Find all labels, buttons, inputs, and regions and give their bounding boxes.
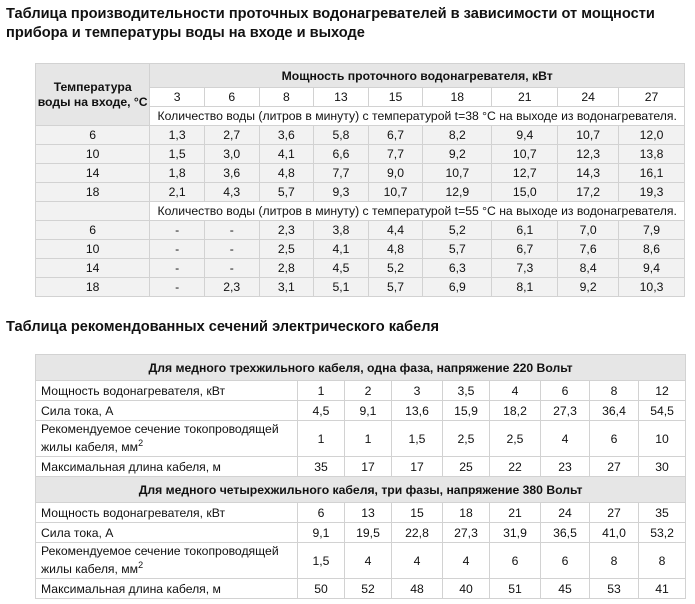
table-row xyxy=(36,259,685,278)
row-label xyxy=(36,457,298,477)
inlet-temperature: 14 xyxy=(36,259,150,278)
cell-value: 30 xyxy=(639,457,686,477)
band-row xyxy=(36,477,686,503)
flow-value: 4,1 xyxy=(314,240,369,259)
temperature-header: Температура воды на входе, °С xyxy=(36,64,150,126)
performance-table-title: Таблица производительности проточных водонагревателей в зависимости от мощности прибора и температуры воды на входе и выходе xyxy=(6,6,655,41)
flow-value: - xyxy=(204,221,259,240)
cell-value: 31,9 xyxy=(490,523,541,543)
flow-value: 5,2 xyxy=(423,221,492,240)
flow-value: 14,3 xyxy=(558,164,619,183)
table-row xyxy=(36,421,686,457)
cell-value: 27 xyxy=(590,457,639,477)
performance-table xyxy=(35,63,685,297)
section-note-row xyxy=(36,202,685,221)
flow-value: 12,7 xyxy=(492,164,558,183)
row-label xyxy=(36,401,298,421)
cell-value: 15,9 xyxy=(443,401,490,421)
flow-value: 9,4 xyxy=(492,126,558,145)
flow-value: 5,2 xyxy=(368,259,423,278)
cell-value: 51 xyxy=(490,579,541,599)
row-label-text: Максимальная длина кабеля, м xyxy=(41,581,221,596)
table-row xyxy=(36,126,685,145)
flow-value: 1,5 xyxy=(150,145,205,164)
power-value: 27 xyxy=(619,88,685,107)
flow-value: 6,9 xyxy=(423,278,492,297)
cell-value: 40 xyxy=(443,579,490,599)
cell-value: 4 xyxy=(392,543,443,579)
flow-value: 2,7 xyxy=(204,126,259,145)
row-label-text: Рекомендуемое сечение токопроводящей жилы кабеля, мм xyxy=(41,544,279,577)
flow-value: 8,4 xyxy=(558,259,619,278)
flow-value: 5,7 xyxy=(368,278,423,297)
flow-value: 16,1 xyxy=(619,164,685,183)
row-label xyxy=(36,543,298,579)
flow-value: - xyxy=(150,240,205,259)
cell-value: 35 xyxy=(639,503,686,523)
flow-value: 2,8 xyxy=(259,259,314,278)
cell-value: 53,2 xyxy=(639,523,686,543)
flow-value: 9,2 xyxy=(423,145,492,164)
cell-value: 9,1 xyxy=(298,523,345,543)
power-value: 21 xyxy=(492,88,558,107)
cell-value: 1 xyxy=(298,381,345,401)
flow-value: 6,1 xyxy=(492,221,558,240)
cell-value: 4 xyxy=(443,543,490,579)
cell-value: 2 xyxy=(345,381,392,401)
cell-value: 52 xyxy=(345,579,392,599)
cell-value: 13,6 xyxy=(392,401,443,421)
cell-value: 27,3 xyxy=(443,523,490,543)
flow-value: 5,7 xyxy=(423,240,492,259)
cell-value: 6 xyxy=(541,381,590,401)
row-label xyxy=(36,381,298,401)
flow-value: 7,7 xyxy=(314,164,369,183)
flow-value: 4,8 xyxy=(368,240,423,259)
flow-value: 19,3 xyxy=(619,183,685,202)
power-value: 15 xyxy=(368,88,423,107)
cell-value: 12 xyxy=(639,381,686,401)
cell-value: 6 xyxy=(490,543,541,579)
inlet-temperature: 14 xyxy=(36,164,150,183)
flow-value: 2,1 xyxy=(150,183,205,202)
cell-value: 53 xyxy=(590,579,639,599)
table-row xyxy=(36,543,686,579)
power-value: 8 xyxy=(259,88,314,107)
flow-value: 1,8 xyxy=(150,164,205,183)
flow-value: 5,8 xyxy=(314,126,369,145)
row-label-text: Мощность водонагревателя, кВт xyxy=(41,505,226,520)
inlet-temperature: 10 xyxy=(36,145,150,164)
flow-value: 7,9 xyxy=(619,221,685,240)
table-row xyxy=(36,145,685,164)
row-label-text: Сила тока, А xyxy=(41,525,114,540)
cell-value: 36,4 xyxy=(590,401,639,421)
flow-value: 7,7 xyxy=(368,145,423,164)
power-value: 24 xyxy=(558,88,619,107)
cable-section-table xyxy=(35,354,686,599)
cell-value: 18,2 xyxy=(490,401,541,421)
flow-value: 2,3 xyxy=(204,278,259,297)
flow-value: 2,3 xyxy=(259,221,314,240)
table-row xyxy=(36,164,685,183)
cell-value: 3 xyxy=(392,381,443,401)
flow-value: 3,0 xyxy=(204,145,259,164)
cell-value: 2,5 xyxy=(490,421,541,457)
power-header: Мощность проточного водонагревателя, кВт xyxy=(150,64,685,88)
flow-value: 12,9 xyxy=(423,183,492,202)
inlet-temperature: 18 xyxy=(36,183,150,202)
row-label-text: Рекомендуемое сечение токопроводящей жилы кабеля, мм xyxy=(41,422,279,455)
inlet-temperature: 6 xyxy=(36,221,150,240)
table-row xyxy=(36,503,686,523)
flow-value: 6,6 xyxy=(314,145,369,164)
cell-value: 10 xyxy=(639,421,686,457)
cell-value: 1 xyxy=(298,421,345,457)
cell-value: 25 xyxy=(443,457,490,477)
flow-value: 3,6 xyxy=(204,164,259,183)
inlet-temperature: 6 xyxy=(36,126,150,145)
cell-value: 13 xyxy=(345,503,392,523)
table-row xyxy=(36,240,685,259)
flow-value: 8,2 xyxy=(423,126,492,145)
cell-value: 8 xyxy=(639,543,686,579)
row-label-text: Сила тока, А xyxy=(41,403,114,418)
flow-value: 1,3 xyxy=(150,126,205,145)
band-row xyxy=(36,355,686,381)
flow-value: 9,4 xyxy=(619,259,685,278)
flow-value: 10,3 xyxy=(619,278,685,297)
flow-value: 10,7 xyxy=(558,126,619,145)
flow-value: 4,8 xyxy=(259,164,314,183)
table-row xyxy=(36,278,685,297)
flow-value: 7,6 xyxy=(558,240,619,259)
cell-value: 6 xyxy=(298,503,345,523)
cell-value: 8 xyxy=(590,543,639,579)
flow-value: 15,0 xyxy=(492,183,558,202)
flow-value: 6,7 xyxy=(492,240,558,259)
flow-value: 12,3 xyxy=(558,145,619,164)
flow-value: 8,1 xyxy=(492,278,558,297)
cell-value: 17 xyxy=(345,457,392,477)
flow-value: 7,0 xyxy=(558,221,619,240)
table-row xyxy=(36,221,685,240)
flow-value: 17,2 xyxy=(558,183,619,202)
flow-value: 10,7 xyxy=(492,145,558,164)
power-value: 3 xyxy=(150,88,205,107)
cell-value: 6 xyxy=(590,421,639,457)
cell-value: 2,5 xyxy=(443,421,490,457)
row-label xyxy=(36,421,298,457)
flow-value: 5,7 xyxy=(259,183,314,202)
cell-value: 35 xyxy=(298,457,345,477)
flow-value: 3,1 xyxy=(259,278,314,297)
cell-value: 1,5 xyxy=(298,543,345,579)
flow-value: 10,7 xyxy=(423,164,492,183)
inlet-temperature: 18 xyxy=(36,278,150,297)
cell-value: 1 xyxy=(345,421,392,457)
flow-value: 13,8 xyxy=(619,145,685,164)
cell-value: 22,8 xyxy=(392,523,443,543)
cell-value: 1,5 xyxy=(392,421,443,457)
flow-value: 5,1 xyxy=(314,278,369,297)
cell-value: 17 xyxy=(392,457,443,477)
cell-value: 24 xyxy=(541,503,590,523)
cell-value: 41 xyxy=(639,579,686,599)
cell-value: 21 xyxy=(490,503,541,523)
table-row xyxy=(36,401,686,421)
flow-value: 4,4 xyxy=(368,221,423,240)
cell-value: 3,5 xyxy=(443,381,490,401)
power-value: 6 xyxy=(204,88,259,107)
row-label-text: Мощность водонагревателя, кВт xyxy=(41,383,226,398)
flow-value: 6,3 xyxy=(423,259,492,278)
flow-value: 8,6 xyxy=(619,240,685,259)
row-label xyxy=(36,503,298,523)
cell-value: 9,1 xyxy=(345,401,392,421)
cell-value: 36,5 xyxy=(541,523,590,543)
cell-value: 4 xyxy=(490,381,541,401)
flow-value: - xyxy=(204,259,259,278)
flow-value: 3,6 xyxy=(259,126,314,145)
power-value: 13 xyxy=(314,88,369,107)
flow-value: 4,1 xyxy=(259,145,314,164)
row-label xyxy=(36,523,298,543)
section2-note: Количество воды (литров в минуту) с температурой t=55 °С на выходе из водонагревателя. xyxy=(150,202,685,221)
cell-value: 4 xyxy=(541,421,590,457)
flow-value: 9,0 xyxy=(368,164,423,183)
unit-superscript: 2 xyxy=(138,438,144,449)
flow-value: - xyxy=(204,240,259,259)
table-row xyxy=(36,457,686,477)
cell-value: 50 xyxy=(298,579,345,599)
cell-value: 15 xyxy=(392,503,443,523)
power-value: 18 xyxy=(423,88,492,107)
row-label xyxy=(36,579,298,599)
flow-value: - xyxy=(150,278,205,297)
flow-value: 10,7 xyxy=(368,183,423,202)
flow-value: 3,8 xyxy=(314,221,369,240)
cell-value: 27 xyxy=(590,503,639,523)
flow-value: 4,5 xyxy=(314,259,369,278)
header-row xyxy=(36,64,685,88)
cable-type-header: Для медного трехжильного кабеля, одна фаза, напряжение 220 Вольт xyxy=(36,355,686,381)
cable-table-title: Таблица рекомендованных сечений электрического кабеля xyxy=(6,319,440,335)
table-row xyxy=(36,523,686,543)
table-row xyxy=(36,183,685,202)
cell-value: 54,5 xyxy=(639,401,686,421)
cell-value: 41,0 xyxy=(590,523,639,543)
flow-value: 7,3 xyxy=(492,259,558,278)
flow-value: - xyxy=(150,221,205,240)
table-row xyxy=(36,381,686,401)
cell-value: 18 xyxy=(443,503,490,523)
cell-value: 6 xyxy=(541,543,590,579)
unit-superscript: 2 xyxy=(138,560,144,571)
cable-type-header: Для медного четырехжильного кабеля, три фазы, напряжение 380 Вольт xyxy=(36,477,686,503)
cell-value: 48 xyxy=(392,579,443,599)
cell-value: 4,5 xyxy=(298,401,345,421)
row-label-text: Максимальная длина кабеля, м xyxy=(41,459,221,474)
flow-value: 6,7 xyxy=(368,126,423,145)
flow-value: - xyxy=(150,259,205,278)
cell-value: 22 xyxy=(490,457,541,477)
cell-value: 19,5 xyxy=(345,523,392,543)
cell-value: 8 xyxy=(590,381,639,401)
flow-value: 4,3 xyxy=(204,183,259,202)
table-row xyxy=(36,579,686,599)
flow-value: 12,0 xyxy=(619,126,685,145)
flow-value: 9,2 xyxy=(558,278,619,297)
inlet-temperature: 10 xyxy=(36,240,150,259)
cell-value: 23 xyxy=(541,457,590,477)
flow-value: 9,3 xyxy=(314,183,369,202)
cell-value: 4 xyxy=(345,543,392,579)
cell-value: 45 xyxy=(541,579,590,599)
flow-value: 2,5 xyxy=(259,240,314,259)
section1-note: Количество воды (литров в минуту) с температурой t=38 °С на выходе из водонагревателя. xyxy=(150,107,685,126)
cell-value: 27,3 xyxy=(541,401,590,421)
